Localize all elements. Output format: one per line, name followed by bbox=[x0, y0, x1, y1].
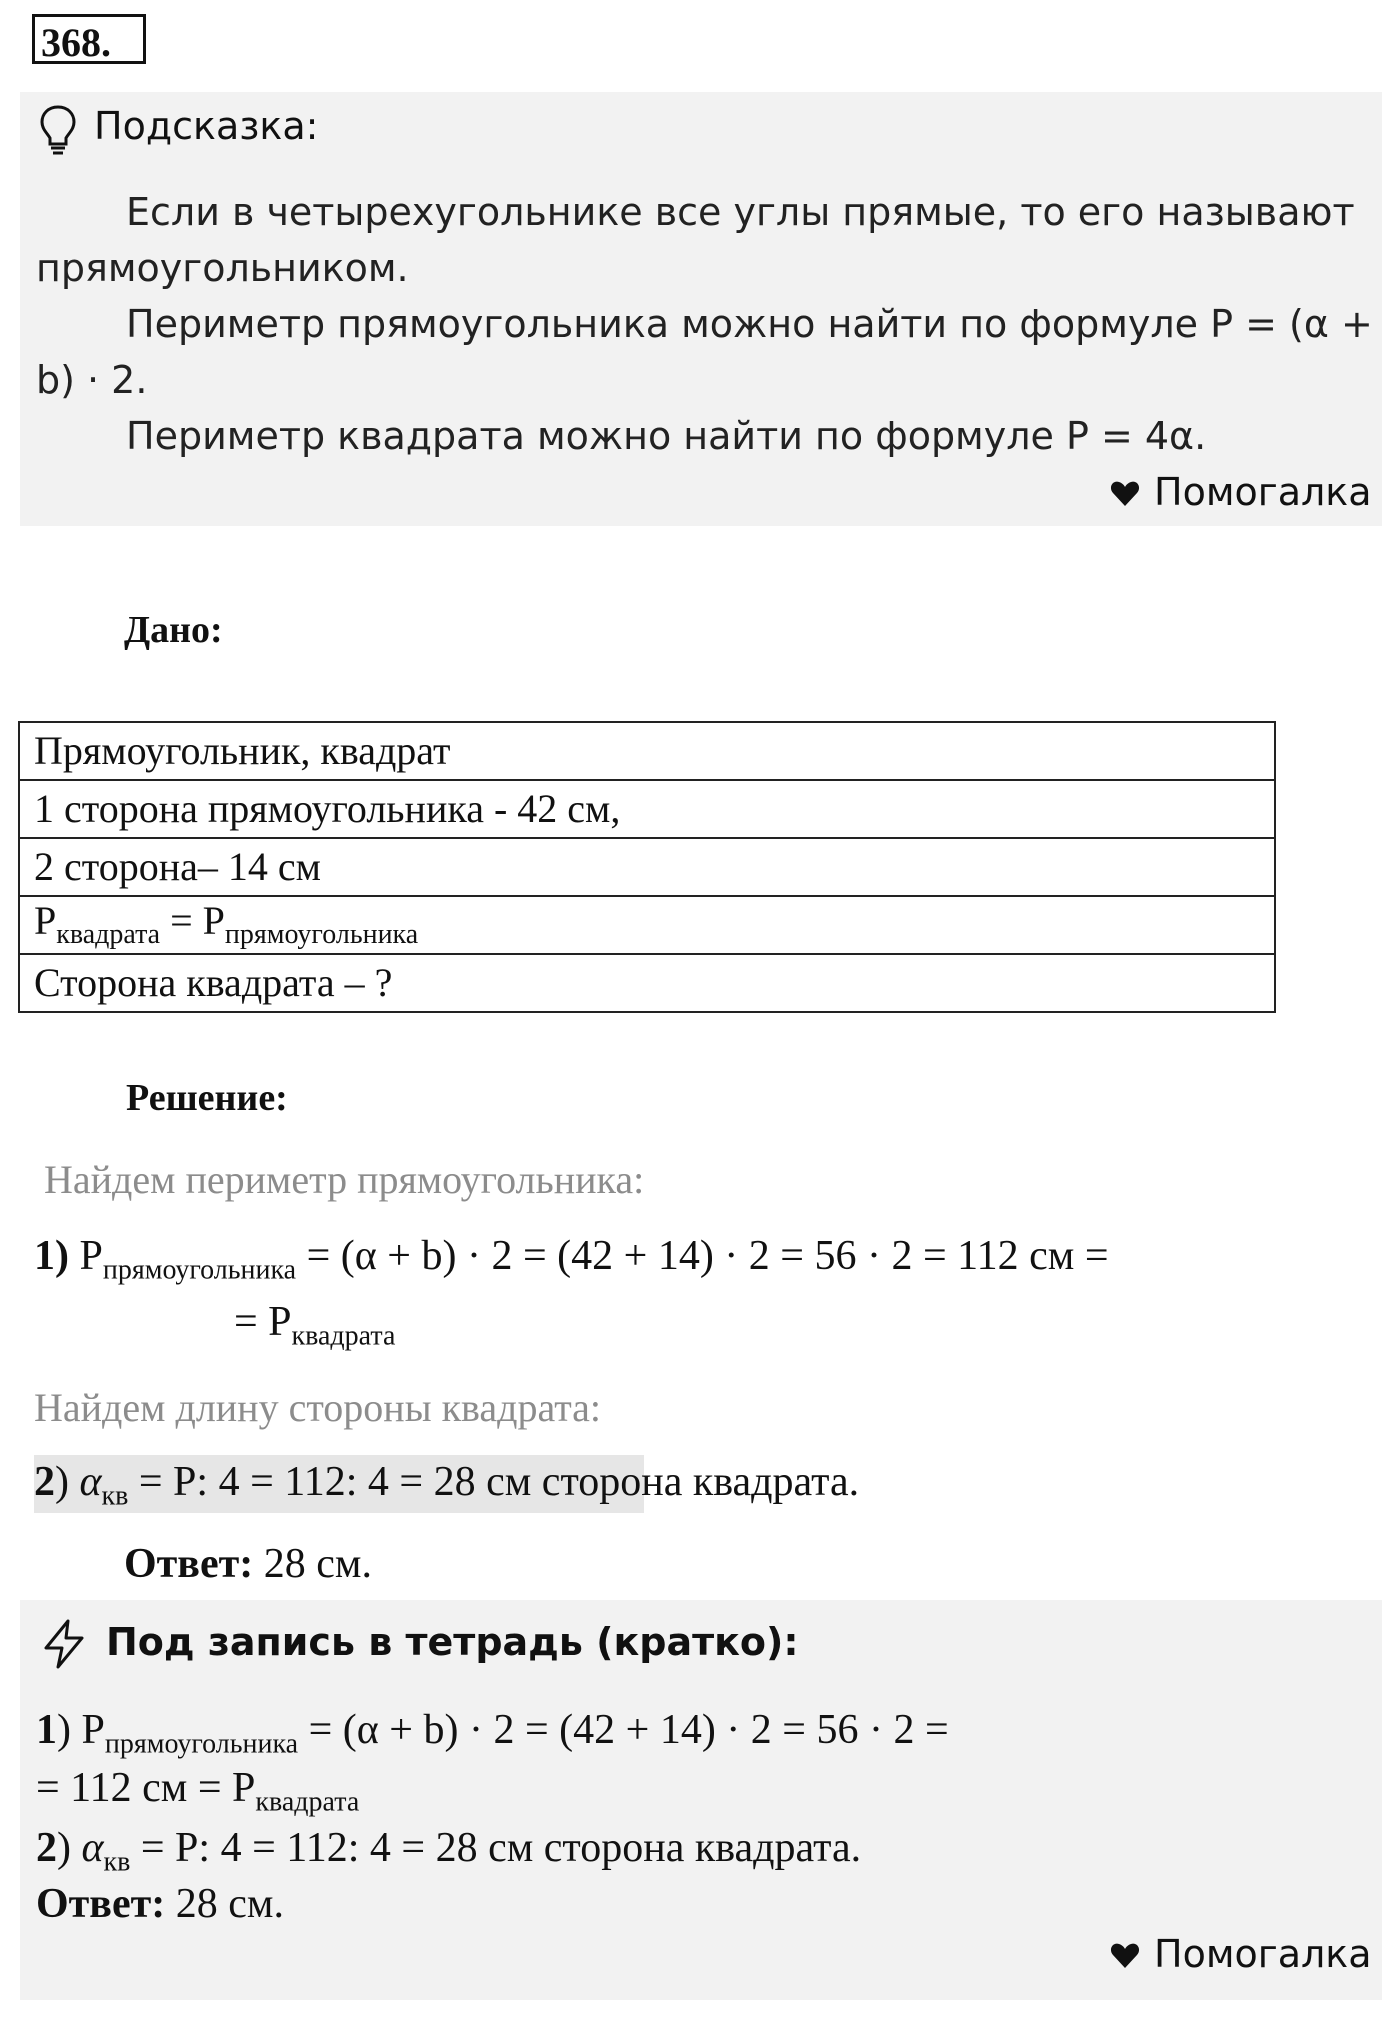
subscript-rectangle: прямоугольника bbox=[102, 1254, 297, 1286]
lightning-icon bbox=[38, 1618, 90, 1670]
step1-continuation-expression: = P bbox=[234, 1299, 292, 1345]
answer-label: Ответ: bbox=[124, 1541, 254, 1587]
subscript-square: квадрата bbox=[291, 1320, 396, 1352]
heart-icon bbox=[1110, 480, 1140, 508]
perimeter-symbol: P bbox=[79, 1233, 103, 1279]
hint-title: Подсказка: bbox=[94, 104, 319, 148]
hint-paragraph-1-line-1: Если в четырехугольнике все углы прямые, то его называют bbox=[126, 190, 1355, 234]
notes-step2-expression: = P: 4 = 112: 4 = 28 см сторона квадрата. bbox=[140, 1825, 862, 1871]
step1-continuation bbox=[234, 1298, 395, 1352]
notes-step2-number: 2 bbox=[36, 1825, 57, 1871]
heart-icon bbox=[1110, 1942, 1140, 1970]
subscript-rectangle: прямоугольника bbox=[104, 1728, 299, 1760]
step2-formula bbox=[34, 1458, 859, 1512]
given-row-shapes: Прямоугольник, квадрат bbox=[19, 722, 1275, 780]
step2-expression: = P: 4 = 112: 4 = 28 см bbox=[138, 1459, 532, 1505]
given-row-perimeter-equality bbox=[19, 896, 1275, 954]
table-row bbox=[19, 954, 1275, 1012]
table-row bbox=[19, 896, 1275, 954]
brand-label: Помогалка bbox=[1154, 470, 1372, 514]
answer-value: 28 см. bbox=[263, 1541, 372, 1587]
given-table bbox=[18, 721, 1276, 1013]
table-row bbox=[19, 780, 1275, 838]
subscript-kv: кв bbox=[103, 1846, 131, 1878]
notes-step2-paren: ) bbox=[57, 1825, 71, 1871]
notes-answer-line bbox=[36, 1880, 284, 1928]
notes-line-1 bbox=[36, 1706, 949, 1760]
subscript-square: квадрата bbox=[255, 1786, 360, 1818]
hint-paragraph-2-line-1: Периметр прямоугольника можно найти по формуле P = (α + bbox=[126, 302, 1373, 346]
problem-number-box bbox=[32, 14, 146, 64]
step2-tail: сторона квадрата. bbox=[541, 1459, 860, 1505]
given-title: Дано: bbox=[124, 609, 223, 651]
side-symbol: α bbox=[79, 1459, 102, 1505]
step1-number: 1) bbox=[34, 1233, 69, 1279]
side-symbol: α bbox=[81, 1825, 104, 1871]
problem-number: 368. bbox=[41, 20, 111, 65]
notes-title: Под запись в тетрадь (кратко): bbox=[106, 1620, 799, 1664]
notes-answer-label: Ответ: bbox=[36, 1881, 166, 1927]
given-row-question: Сторона квадрата – ? bbox=[19, 954, 1275, 1012]
answer-line bbox=[124, 1540, 372, 1588]
hint-paragraph-2-line-2: b) · 2. bbox=[36, 358, 148, 402]
step1-intro: Найдем периметр прямоугольника: bbox=[44, 1157, 645, 1202]
table-row bbox=[19, 838, 1275, 896]
notes-step1-number: 1 bbox=[36, 1707, 57, 1753]
step2-intro: Найдем длину стороны квадрата: bbox=[34, 1385, 602, 1430]
notes-line-3 bbox=[36, 1824, 861, 1878]
perimeter-symbol: P bbox=[34, 898, 57, 943]
perimeter-symbol: P bbox=[202, 898, 225, 943]
step2-number: 2 bbox=[34, 1459, 55, 1505]
given-row-side-2: 2 сторона– 14 см bbox=[19, 838, 1275, 896]
perimeter-symbol: P bbox=[232, 1765, 256, 1811]
hint-paragraph-3: Периметр квадрата можно найти по формуле P = 4α. bbox=[126, 414, 1207, 458]
notes-line-2 bbox=[36, 1764, 359, 1818]
subscript-square: квадрата bbox=[56, 919, 161, 950]
step1-formula bbox=[34, 1232, 1109, 1286]
solution-title: Решение: bbox=[126, 1077, 288, 1119]
equals-sign: = bbox=[170, 898, 193, 943]
table-row bbox=[19, 722, 1275, 780]
step2-paren: ) bbox=[55, 1459, 69, 1505]
subscript-rectangle: прямоугольника bbox=[224, 919, 419, 950]
step1-expression: = (α + b) · 2 = (42 + 14) · 2 = 56 · 2 = 112 см = bbox=[306, 1233, 1109, 1279]
subscript-kv: кв bbox=[101, 1480, 129, 1512]
hint-paragraph-1-line-2: прямоугольником. bbox=[36, 246, 409, 290]
perimeter-symbol: P bbox=[81, 1707, 105, 1753]
notes-step1-paren: ) bbox=[57, 1707, 71, 1753]
given-row-side-1: 1 сторона прямоугольника - 42 см, bbox=[19, 780, 1275, 838]
brand-label: Помогалка bbox=[1154, 1932, 1372, 1976]
notes-answer-value: 28 см. bbox=[175, 1881, 284, 1927]
notes-step1-expression: = (α + b) · 2 = (42 + 14) · 2 = 56 · 2 = bbox=[308, 1707, 949, 1753]
lightbulb-icon bbox=[38, 104, 78, 156]
notes-step1-continuation: = 112 см = bbox=[36, 1765, 222, 1811]
